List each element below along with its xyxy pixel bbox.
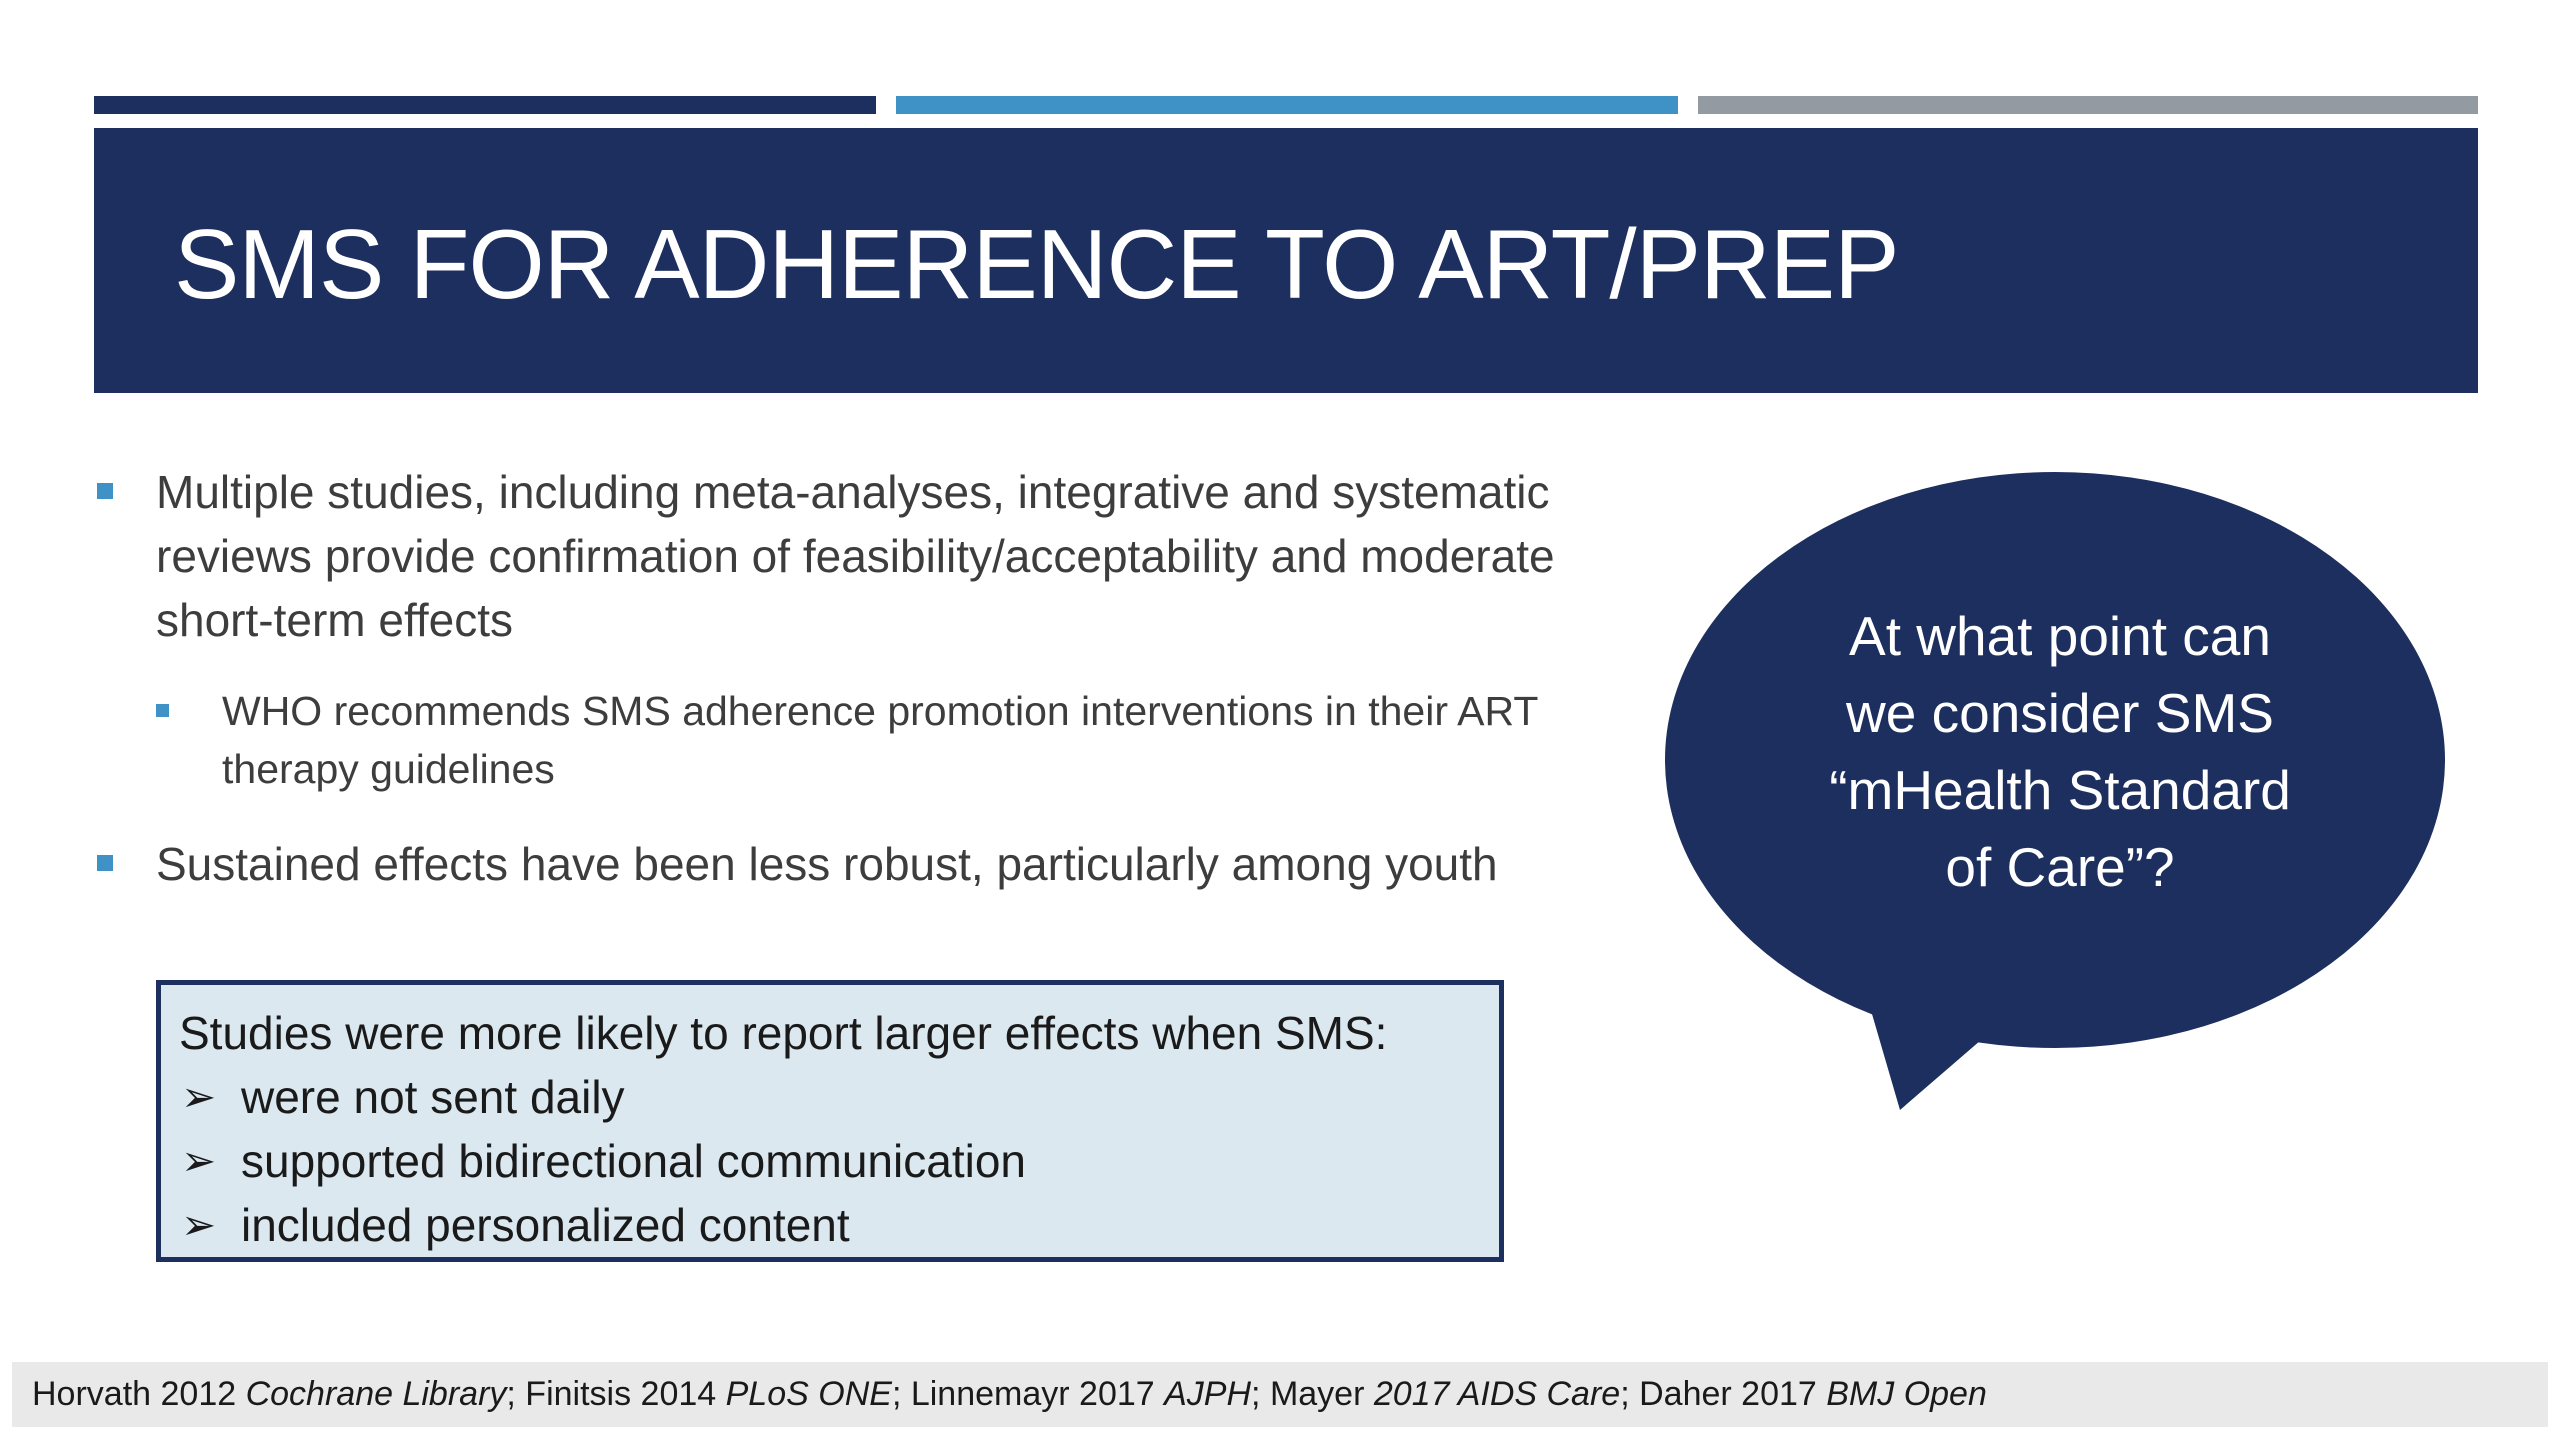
accent-bar-gray <box>1698 96 2478 114</box>
bullet-text: Sustained effects have been less robust, particularly among youth <box>156 838 1498 890</box>
citation-source: Cochrane Library <box>245 1375 507 1413</box>
sub-bullet-text: WHO recommends SMS adherence promotion interventions in their ART therapy guidelines <box>222 688 1538 792</box>
slide-title: SMS FOR ADHERENCE TO ART/PREP <box>174 209 1899 319</box>
accent-bar-navy <box>94 96 876 114</box>
bullet-list <box>94 460 1594 896</box>
bubble-line: “mHealth Standard <box>1829 759 2291 821</box>
citation-separator: ; <box>506 1375 516 1413</box>
title-band <box>94 128 2478 393</box>
sub-bullet-item <box>156 682 1594 798</box>
bubble-line: of Care”? <box>1945 836 2175 898</box>
citation-author: Mayer <box>1269 1375 1365 1413</box>
citation-author: Horvath 2012 <box>32 1375 237 1413</box>
citation-bar <box>12 1362 2548 1427</box>
citation-separator: ; <box>1620 1375 1630 1413</box>
finding-text: included personalized content <box>241 1199 850 1251</box>
citation-source: PLoS ONE <box>725 1375 892 1413</box>
citation-author: Finitsis 2014 <box>525 1375 717 1413</box>
square-bullet-icon <box>156 704 169 717</box>
citation-separator: ; <box>1251 1375 1261 1413</box>
accent-bar-blue <box>896 96 1678 114</box>
arrowhead-bullet-icon: ➢ <box>181 1137 217 1184</box>
citation-source: 2017 AIDS Care <box>1373 1375 1621 1413</box>
arrowhead-bullet-icon: ➢ <box>181 1201 217 1248</box>
square-bullet-icon <box>97 855 113 871</box>
citation-source: AJPH <box>1164 1375 1252 1413</box>
bullet-item <box>94 832 1594 896</box>
bubble-line: At what point can <box>1849 605 2271 667</box>
finding-item <box>179 1065 1499 1129</box>
sub-bullet-list <box>156 682 1594 798</box>
speech-bubble-text <box>1700 598 2420 906</box>
bullet-text: Multiple studies, including meta-analyses, integrative and systematic reviews provide confirmation of feasibility/acceptability and moderate short-term effects <box>156 466 1555 646</box>
finding-text: were not sent daily <box>241 1071 625 1123</box>
citation-author: Daher 2017 <box>1639 1375 1817 1413</box>
finding-text: supported bidirectional communication <box>241 1135 1026 1187</box>
bubble-line: we consider SMS <box>1846 682 2274 744</box>
citation-separator: ; <box>891 1375 902 1413</box>
findings-intro: Studies were more likely to report larger effects when SMS: <box>179 1007 1388 1059</box>
findings-list <box>179 1065 1499 1257</box>
bullet-item <box>94 460 1594 798</box>
finding-item <box>179 1129 1499 1193</box>
finding-item <box>179 1193 1499 1257</box>
citation-author: Linnemayr 2017 <box>910 1375 1155 1413</box>
square-bullet-icon <box>97 483 113 499</box>
citation-source: BMJ Open <box>1826 1375 1987 1413</box>
findings-box <box>156 980 1504 1262</box>
arrowhead-bullet-icon: ➢ <box>181 1073 217 1120</box>
citation-line <box>32 1374 1987 1414</box>
